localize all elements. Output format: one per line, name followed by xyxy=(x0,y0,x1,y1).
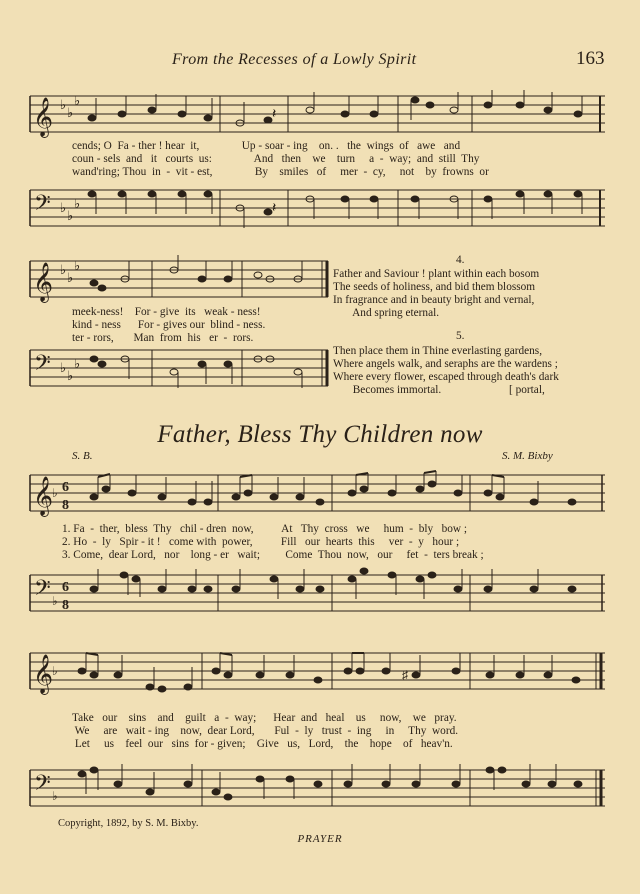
lyrics-h2-s1-v3: 3. Come, dear Lord, nor long - er wait; Come Thou now, our fet - ters break ; xyxy=(62,549,484,561)
time-signature-top: 6 xyxy=(62,480,69,495)
svg-text:♭: ♭ xyxy=(52,486,58,500)
stanza-5-line: Then place them in Thine everlasting gardens, xyxy=(333,345,543,357)
lyrics-h1-s1-v2: coun - sels and it courts us: And then we turn a - way; and still Thy xyxy=(72,153,480,165)
svg-text:♭: ♭ xyxy=(74,93,81,108)
svg-text:𝄢: 𝄢 xyxy=(34,351,51,380)
lyrics-h1-s1-v3: wand'ring; Thou in - vit - est, By smiles of mer - cy, not by frowns or xyxy=(72,166,489,178)
lyrics-h1-s2-v3: ter - rors, Man from his er - rors. xyxy=(72,332,254,344)
lyrics-h1-s2-v2: kind - ness For - gives our blind - ness. xyxy=(72,319,266,331)
svg-text:𝄢: 𝄢 xyxy=(34,191,51,220)
treble-staff-h1-s1 xyxy=(30,90,610,140)
svg-text:8: 8 xyxy=(62,598,69,613)
treble-staff-h2-s2 xyxy=(30,647,610,697)
svg-text:♯: ♯ xyxy=(402,668,408,682)
lyrics-h1-s1-v1: cends; O Fa - ther ! hear it, Up - soar - ing on. . the wings of awe and xyxy=(72,140,461,152)
bass-staff-h2-s1 xyxy=(30,569,610,619)
svg-text:𝄽: 𝄽 xyxy=(272,201,277,216)
svg-text:𝄢: 𝄢 xyxy=(34,771,51,800)
svg-text:𝄞: 𝄞 xyxy=(33,264,54,301)
bass-staff-h1-s1 xyxy=(30,184,610,234)
svg-text:♭: ♭ xyxy=(67,208,74,223)
svg-text:6: 6 xyxy=(62,580,69,595)
svg-text:♭: ♭ xyxy=(74,258,81,273)
svg-text:♭: ♭ xyxy=(67,270,74,285)
page-number: 163 xyxy=(576,48,605,69)
lyrics-h2-s2-v3: Let us feel our sins for - given; Give us, Lord, the hope of heav'n. xyxy=(72,738,453,750)
svg-text:♭: ♭ xyxy=(60,200,67,215)
stanza-4-line: The seeds of holiness, and bid them blossom xyxy=(333,281,536,293)
tune-name: PRAYER xyxy=(297,833,343,845)
lyrics-h2-s2-v2: We are wait - ing now, dear Lord, Ful - ly trust - ing in Thy word. xyxy=(72,725,459,737)
svg-text:♭: ♭ xyxy=(60,262,67,277)
treble-staff-h2-s1 xyxy=(30,469,610,519)
svg-text:♭: ♭ xyxy=(67,368,74,383)
svg-text:♭: ♭ xyxy=(74,356,81,371)
svg-text:♭: ♭ xyxy=(60,97,67,112)
composer-credit: S. M. Bixby xyxy=(502,450,553,462)
stanza-4-line: And spring eternal. xyxy=(333,307,440,319)
svg-text:𝄽: 𝄽 xyxy=(272,107,277,122)
svg-text:♭: ♭ xyxy=(52,594,58,608)
svg-text:𝄞: 𝄞 xyxy=(33,478,54,515)
author-credit: S. B. xyxy=(72,450,93,462)
stanza-4-line: In fragrance and in beauty bright and vernal, xyxy=(333,294,535,306)
stanza-5-line: Where angels walk, and seraphs are the wardens ; xyxy=(333,358,558,370)
lyrics-h2-s2-v1: Take our sins and guilt a - way; Hear and heal us now, we pray. xyxy=(72,712,457,724)
time-signature-bottom: 8 xyxy=(62,498,69,513)
running-title: From the Recesses of a Lowly Spirit xyxy=(172,51,417,68)
lyrics-h2-s1-v2: 2. Ho - ly Spir - it ! come with power, Fill our hearts this ver - y hour ; xyxy=(62,536,460,548)
svg-text:𝄞: 𝄞 xyxy=(33,99,54,136)
svg-text:♭: ♭ xyxy=(52,789,58,803)
svg-text:𝄢: 𝄢 xyxy=(34,576,51,605)
lyrics-h2-s1-v1: 1. Fa - ther, bless Thy chil - dren now, At Thy cross we hum - bly bow ; xyxy=(62,523,468,535)
copyright-notice: Copyright, 1892, by S. M. Bixby. xyxy=(58,818,199,829)
svg-text:𝄞: 𝄞 xyxy=(33,656,54,693)
svg-text:♭: ♭ xyxy=(52,664,58,678)
stanza-4-line: Father and Saviour ! plant within each bosom xyxy=(333,268,540,280)
bass-staff-h2-s2 xyxy=(30,764,610,814)
stanza-4-number: 4. xyxy=(456,254,465,266)
lyrics-h1-s2-v1: meek-ness! For - give its weak - ness! xyxy=(72,306,261,318)
stanza-5-line: Becomes immortal. [ portal, xyxy=(333,384,545,396)
stanza-5-number: 5. xyxy=(456,330,465,342)
running-header xyxy=(0,48,640,74)
treble-staff-h1-s2 xyxy=(30,255,330,305)
bass-staff-h1-s2 xyxy=(30,344,330,394)
svg-text:♭: ♭ xyxy=(67,105,74,120)
hymn-title: Father, Bless Thy Children now xyxy=(157,421,483,448)
stanza-5-line: Where every flower, escaped through death's dark xyxy=(333,371,559,383)
svg-text:♭: ♭ xyxy=(60,360,67,375)
svg-text:♭: ♭ xyxy=(74,196,81,211)
